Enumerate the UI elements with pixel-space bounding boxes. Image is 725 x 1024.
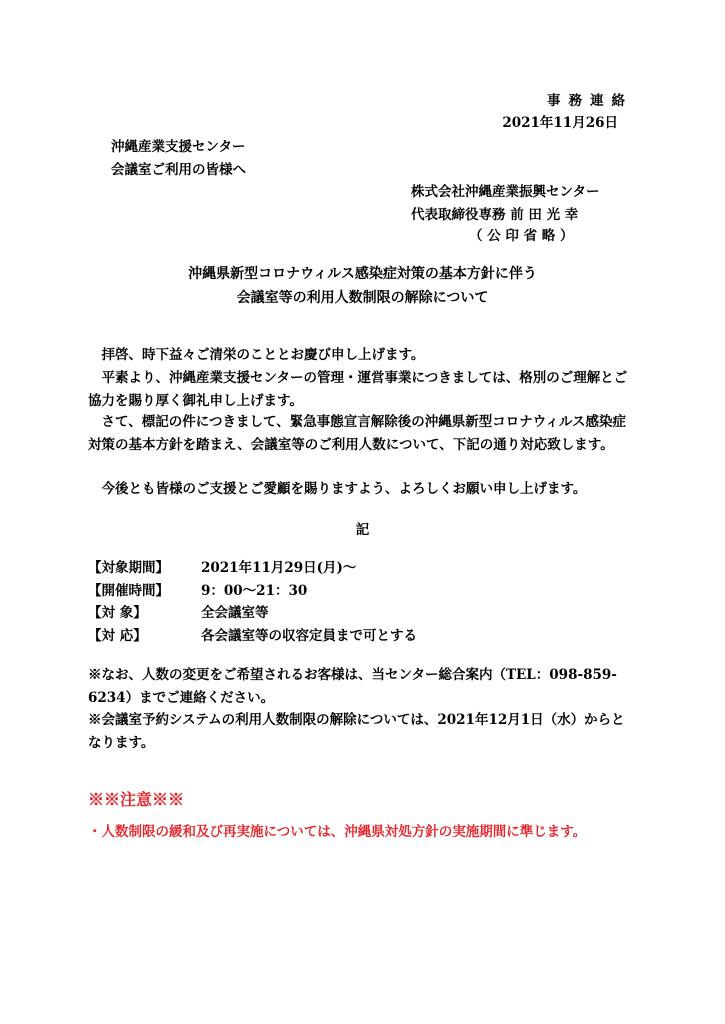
detail-label: 【対象期間】 <box>88 560 169 576</box>
seal-omitted-note: （ 公 印 省 略 ） <box>469 228 574 244</box>
document-title-line2: 会議室等の利用人数制限の解除について <box>236 290 489 306</box>
detail-row-response <box>88 624 417 644</box>
thanks-paragraph: 平素より、沖縄産業支援センターの管理・運営事業につきましては、格別のご理解とご協力を賜り厚く御礼申し上げます。 <box>88 370 628 409</box>
ki-heading: 記 <box>355 522 370 538</box>
notice-paragraph: さて、標記の件につきまして、緊急事態宣言解除後の沖縄県新型コロナウィルス感染症対策の基本方針を踏まえ、会議室等のご利用人数について、下記の通り対応致します。 <box>88 414 626 453</box>
greeting-paragraph: 拝啓、時下益々ご清栄のこととお慶び申し上げます。 <box>101 347 425 363</box>
detail-label: 【対 象】 <box>88 605 147 621</box>
detail-row-period <box>88 556 356 576</box>
detail-label: 【開催時間】 <box>88 583 169 599</box>
caution-heading: ※※注意※※ <box>88 790 185 809</box>
detail-value: 2021年11月29日(月)～ <box>201 560 357 576</box>
detail-value: 全会議室等 <box>201 605 269 621</box>
caution-text: ・人数制限の緩和及び再実施については、沖縄県対処方針の実施期間に準じます。 <box>88 824 587 840</box>
reservation-system-note: ※会議室予約システムの利用人数制限の解除については、2021年12月1日（水）からとなります。 <box>88 712 625 751</box>
addressee-organization: 沖縄産業支援センター <box>111 139 246 155</box>
detail-label: 【対 応】 <box>88 628 147 644</box>
detail-value: 9：00～21：30 <box>201 583 308 599</box>
addressee-recipients: 会議室ご利用の皆様へ <box>111 162 246 178</box>
sender-company: 株式会社沖縄産業振興センター <box>411 184 600 200</box>
detail-value: 各会議室等の収容定員まで可とする <box>201 628 417 644</box>
document-title-line1: 沖縄県新型コロナウィルス感染症対策の基本方針に伴う <box>188 266 537 282</box>
document-type: 事務連絡 <box>547 93 633 109</box>
sender-person: 代表取締役専務 前 田 光 幸 <box>411 207 579 223</box>
detail-row-target <box>88 601 269 621</box>
closing-paragraph: 今後とも皆様のご支援とご愛顧を賜りますよう、よろしくお願い申し上げます。 <box>101 481 587 497</box>
contact-note: ※なお、人数の変更をご希望されるお客様は、当センター総合案内（TEL：098-859-6234）までご連絡ください。 <box>88 667 617 706</box>
detail-row-hours <box>88 579 307 599</box>
document-date: 2021年11月26日 <box>502 115 618 131</box>
